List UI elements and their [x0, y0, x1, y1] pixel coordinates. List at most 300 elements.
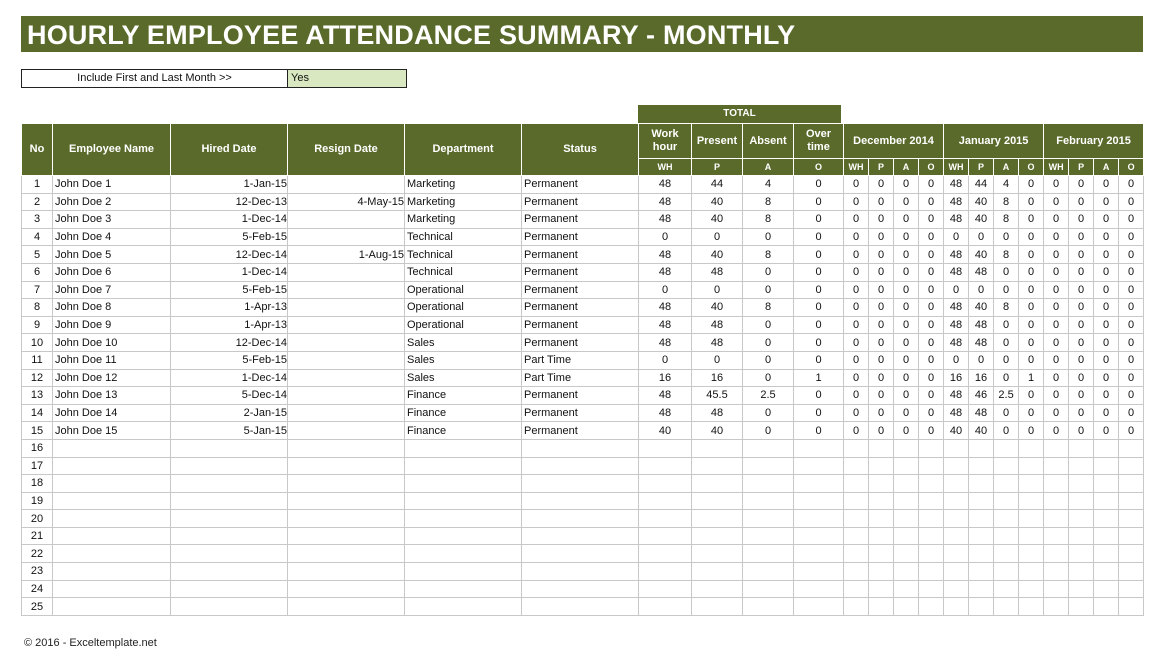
empty-cell[interactable] [894, 492, 919, 510]
empty-cell[interactable] [639, 475, 692, 493]
empty-cell[interactable] [288, 439, 405, 457]
empty-cell[interactable] [944, 598, 969, 616]
empty-cell[interactable] [844, 457, 869, 475]
empty-cell[interactable] [288, 527, 405, 545]
empty-cell[interactable] [894, 563, 919, 581]
empty-cell[interactable] [1119, 545, 1144, 563]
empty-cell[interactable] [288, 475, 405, 493]
month-header-january-2015: January 2015 [944, 124, 1044, 159]
hired-date-cell[interactable]: 5-Dec-14 [171, 387, 288, 405]
status-cell[interactable]: Part Time [522, 369, 639, 387]
empty-cell[interactable] [844, 563, 869, 581]
empty-cell[interactable] [405, 580, 522, 598]
resign-date-cell[interactable] [288, 404, 405, 422]
empty-cell[interactable] [522, 492, 639, 510]
empty-cell[interactable] [1119, 527, 1144, 545]
empty-cell[interactable] [944, 545, 969, 563]
empty-cell[interactable] [869, 580, 894, 598]
month-value-cell: 0 [1069, 263, 1094, 281]
empty-cell[interactable] [692, 457, 743, 475]
employee-name-cell[interactable]: John Doe 13 [53, 387, 171, 405]
resign-date-cell[interactable]: 1-Aug-15 [288, 246, 405, 264]
table-row [22, 193, 1144, 211]
empty-cell[interactable] [1019, 598, 1044, 616]
empty-cell[interactable] [639, 492, 692, 510]
resign-date-cell[interactable] [288, 422, 405, 440]
empty-cell[interactable] [743, 545, 794, 563]
empty-cell[interactable] [743, 475, 794, 493]
month-subheader: A [894, 159, 919, 176]
empty-cell[interactable] [869, 439, 894, 457]
empty-cell[interactable] [522, 545, 639, 563]
empty-cell[interactable] [944, 510, 969, 528]
empty-cell[interactable] [919, 492, 944, 510]
empty-cell[interactable] [919, 510, 944, 528]
empty-cell[interactable] [171, 492, 288, 510]
empty-cell[interactable] [692, 545, 743, 563]
empty-cell[interactable] [1119, 598, 1144, 616]
empty-cell[interactable] [1069, 439, 1094, 457]
employee-name-cell[interactable]: John Doe 3 [53, 211, 171, 229]
resign-date-cell[interactable] [288, 263, 405, 281]
empty-cell[interactable] [1069, 527, 1094, 545]
empty-cell[interactable] [405, 457, 522, 475]
month-value-cell: 0 [844, 228, 869, 246]
resign-date-cell[interactable] [288, 299, 405, 317]
empty-cell[interactable] [994, 545, 1019, 563]
empty-cell[interactable] [639, 439, 692, 457]
empty-cell[interactable] [1019, 527, 1044, 545]
empty-cell[interactable] [692, 492, 743, 510]
empty-cell[interactable] [844, 475, 869, 493]
empty-cell[interactable] [171, 598, 288, 616]
empty-cell[interactable] [171, 510, 288, 528]
department-cell[interactable]: Operational [405, 316, 522, 334]
empty-cell[interactable] [1119, 563, 1144, 581]
empty-cell[interactable] [844, 510, 869, 528]
employee-name-cell[interactable]: John Doe 8 [53, 299, 171, 317]
empty-cell[interactable] [994, 492, 1019, 510]
hired-date-cell[interactable]: 1-Dec-14 [171, 263, 288, 281]
empty-cell[interactable] [1019, 457, 1044, 475]
resign-date-cell[interactable] [288, 281, 405, 299]
empty-cell[interactable] [405, 475, 522, 493]
empty-cell[interactable] [692, 527, 743, 545]
empty-cell[interactable] [1044, 492, 1069, 510]
empty-cell[interactable] [522, 510, 639, 528]
empty-cell[interactable] [869, 598, 894, 616]
table-row [22, 263, 1144, 281]
empty-cell[interactable] [1094, 439, 1119, 457]
empty-cell[interactable] [1019, 580, 1044, 598]
hired-date-cell[interactable]: 5-Feb-15 [171, 351, 288, 369]
empty-cell[interactable] [405, 439, 522, 457]
empty-cell[interactable] [692, 475, 743, 493]
employee-name-cell[interactable]: John Doe 12 [53, 369, 171, 387]
empty-cell[interactable] [743, 563, 794, 581]
empty-cell[interactable] [288, 492, 405, 510]
empty-cell[interactable] [844, 598, 869, 616]
empty-cell[interactable] [894, 475, 919, 493]
department-cell[interactable]: Marketing [405, 211, 522, 229]
empty-cell[interactable] [969, 492, 994, 510]
empty-cell[interactable] [969, 563, 994, 581]
hired-date-cell[interactable]: 12-Dec-14 [171, 246, 288, 264]
empty-cell[interactable] [1019, 475, 1044, 493]
empty-cell[interactable] [969, 439, 994, 457]
empty-cell[interactable] [53, 580, 171, 598]
empty-cell[interactable] [994, 598, 1019, 616]
status-cell[interactable]: Permanent [522, 334, 639, 352]
empty-cell[interactable] [405, 527, 522, 545]
employee-name-cell[interactable]: John Doe 14 [53, 404, 171, 422]
empty-cell[interactable] [1069, 475, 1094, 493]
empty-cell[interactable] [894, 457, 919, 475]
empty-cell[interactable] [944, 492, 969, 510]
empty-cell[interactable] [692, 580, 743, 598]
status-cell[interactable]: Part Time [522, 351, 639, 369]
empty-cell[interactable] [288, 598, 405, 616]
empty-cell[interactable] [919, 545, 944, 563]
resign-date-cell[interactable] [288, 387, 405, 405]
status-cell[interactable]: Permanent [522, 228, 639, 246]
empty-cell[interactable] [53, 598, 171, 616]
empty-cell[interactable] [969, 510, 994, 528]
empty-cell[interactable] [639, 563, 692, 581]
empty-cell[interactable] [969, 598, 994, 616]
month-value-cell: 0 [869, 176, 894, 194]
empty-cell[interactable] [1094, 527, 1119, 545]
empty-cell[interactable] [1119, 475, 1144, 493]
status-cell[interactable]: Permanent [522, 246, 639, 264]
empty-cell[interactable] [1094, 598, 1119, 616]
empty-cell[interactable] [639, 598, 692, 616]
empty-cell[interactable] [944, 475, 969, 493]
empty-cell[interactable] [969, 545, 994, 563]
empty-cell[interactable] [171, 563, 288, 581]
hired-date-cell[interactable]: 12-Dec-14 [171, 334, 288, 352]
month-value-cell: 48 [944, 316, 969, 334]
empty-cell[interactable] [844, 545, 869, 563]
empty-cell[interactable] [743, 527, 794, 545]
empty-cell[interactable] [944, 563, 969, 581]
empty-cell[interactable] [171, 457, 288, 475]
empty-cell[interactable] [405, 492, 522, 510]
empty-cell[interactable] [639, 527, 692, 545]
empty-cell[interactable] [1044, 563, 1069, 581]
empty-cell[interactable] [1069, 545, 1094, 563]
empty-cell[interactable] [1044, 457, 1069, 475]
empty-cell[interactable] [522, 439, 639, 457]
empty-cell[interactable] [405, 545, 522, 563]
resign-date-cell[interactable] [288, 228, 405, 246]
empty-cell[interactable] [1044, 475, 1069, 493]
empty-cell[interactable] [1069, 580, 1094, 598]
empty-cell[interactable] [639, 510, 692, 528]
empty-cell[interactable] [869, 510, 894, 528]
empty-cell[interactable] [639, 457, 692, 475]
status-cell[interactable]: Permanent [522, 263, 639, 281]
empty-cell[interactable] [1044, 510, 1069, 528]
empty-cell[interactable] [944, 527, 969, 545]
empty-cell[interactable] [1094, 545, 1119, 563]
department-cell[interactable]: Technical [405, 246, 522, 264]
empty-cell[interactable] [1094, 510, 1119, 528]
status-cell[interactable]: Permanent [522, 387, 639, 405]
status-cell[interactable]: Permanent [522, 176, 639, 194]
empty-cell[interactable] [1069, 563, 1094, 581]
empty-cell[interactable] [1044, 527, 1069, 545]
empty-cell[interactable] [405, 510, 522, 528]
empty-cell[interactable] [1069, 510, 1094, 528]
department-cell[interactable]: Marketing [405, 176, 522, 194]
employee-name-cell[interactable]: John Doe 7 [53, 281, 171, 299]
status-cell[interactable]: Permanent [522, 404, 639, 422]
empty-cell[interactable] [969, 475, 994, 493]
empty-cell[interactable] [522, 563, 639, 581]
empty-cell[interactable] [288, 563, 405, 581]
empty-cell[interactable] [53, 545, 171, 563]
empty-cell[interactable] [794, 580, 844, 598]
empty-cell[interactable] [969, 457, 994, 475]
empty-cell[interactable] [1094, 563, 1119, 581]
hired-date-cell[interactable]: 1-Dec-14 [171, 211, 288, 229]
empty-cell[interactable] [894, 439, 919, 457]
department-cell[interactable]: Sales [405, 334, 522, 352]
empty-cell[interactable] [1069, 598, 1094, 616]
row-number-cell: 5 [22, 246, 53, 264]
empty-cell[interactable] [969, 527, 994, 545]
empty-cell[interactable] [1044, 439, 1069, 457]
empty-cell[interactable] [1119, 457, 1144, 475]
empty-cell[interactable] [692, 439, 743, 457]
employee-name-cell[interactable]: John Doe 10 [53, 334, 171, 352]
empty-cell[interactable] [639, 545, 692, 563]
empty-cell[interactable] [919, 598, 944, 616]
empty-cell[interactable] [919, 580, 944, 598]
empty-cell[interactable] [171, 439, 288, 457]
empty-cell[interactable] [1094, 475, 1119, 493]
empty-cell[interactable] [1119, 439, 1144, 457]
empty-cell[interactable] [639, 580, 692, 598]
empty-cell[interactable] [171, 545, 288, 563]
empty-cell[interactable] [794, 527, 844, 545]
empty-cell[interactable] [994, 510, 1019, 528]
empty-cell[interactable] [171, 527, 288, 545]
empty-cell[interactable] [522, 598, 639, 616]
empty-cell[interactable] [522, 527, 639, 545]
employee-name-cell[interactable]: John Doe 5 [53, 246, 171, 264]
department-cell[interactable]: Finance [405, 387, 522, 405]
month-value-cell: 0 [844, 263, 869, 281]
empty-cell[interactable] [869, 492, 894, 510]
hired-date-cell[interactable]: 5-Jan-15 [171, 422, 288, 440]
empty-cell[interactable] [994, 457, 1019, 475]
empty-cell[interactable] [844, 492, 869, 510]
empty-cell[interactable] [522, 475, 639, 493]
empty-cell[interactable] [944, 439, 969, 457]
empty-cell[interactable] [894, 527, 919, 545]
department-cell[interactable]: Operational [405, 299, 522, 317]
empty-cell[interactable] [794, 563, 844, 581]
empty-cell[interactable] [894, 545, 919, 563]
empty-cell[interactable] [522, 457, 639, 475]
department-cell[interactable]: Sales [405, 369, 522, 387]
empty-cell[interactable] [1044, 545, 1069, 563]
empty-cell[interactable] [743, 510, 794, 528]
empty-cell[interactable] [969, 580, 994, 598]
empty-cell[interactable] [53, 527, 171, 545]
employee-name-cell[interactable]: John Doe 15 [53, 422, 171, 440]
empty-cell[interactable] [869, 475, 894, 493]
empty-cell[interactable] [794, 545, 844, 563]
empty-cell[interactable] [994, 580, 1019, 598]
resign-date-cell[interactable] [288, 176, 405, 194]
empty-cell[interactable] [869, 527, 894, 545]
empty-cell[interactable] [1119, 580, 1144, 598]
empty-cell[interactable] [1019, 545, 1044, 563]
resign-date-cell[interactable] [288, 369, 405, 387]
empty-cell[interactable] [743, 439, 794, 457]
empty-cell[interactable] [692, 510, 743, 528]
empty-cell[interactable] [1119, 492, 1144, 510]
department-cell[interactable]: Finance [405, 422, 522, 440]
status-cell[interactable]: Permanent [522, 316, 639, 334]
empty-cell[interactable] [919, 475, 944, 493]
empty-cell[interactable] [53, 492, 171, 510]
employee-name-cell[interactable]: John Doe 2 [53, 193, 171, 211]
empty-cell[interactable] [743, 580, 794, 598]
empty-cell[interactable] [53, 510, 171, 528]
empty-cell[interactable] [944, 457, 969, 475]
empty-cell[interactable] [794, 475, 844, 493]
empty-cell[interactable] [288, 545, 405, 563]
empty-cell[interactable] [1019, 439, 1044, 457]
empty-cell[interactable] [171, 475, 288, 493]
employee-name-cell[interactable]: John Doe 9 [53, 316, 171, 334]
empty-cell[interactable] [53, 475, 171, 493]
empty-cell[interactable] [894, 580, 919, 598]
hired-date-cell[interactable]: 5-Feb-15 [171, 281, 288, 299]
department-cell[interactable]: Marketing [405, 193, 522, 211]
employee-name-cell[interactable]: John Doe 6 [53, 263, 171, 281]
month-value-cell: 44 [969, 176, 994, 194]
empty-cell[interactable] [844, 439, 869, 457]
hired-date-cell[interactable]: 1-Apr-13 [171, 299, 288, 317]
hired-date-cell[interactable]: 1-Apr-13 [171, 316, 288, 334]
empty-cell[interactable] [994, 439, 1019, 457]
empty-cell[interactable] [869, 563, 894, 581]
hired-date-cell[interactable]: 12-Dec-13 [171, 193, 288, 211]
empty-cell[interactable] [1069, 457, 1094, 475]
empty-cell[interactable] [171, 580, 288, 598]
empty-cell[interactable] [288, 457, 405, 475]
empty-cell[interactable] [1119, 510, 1144, 528]
empty-cell[interactable] [944, 580, 969, 598]
empty-cell[interactable] [1019, 492, 1044, 510]
empty-cell[interactable] [794, 598, 844, 616]
employee-name-cell[interactable]: John Doe 4 [53, 228, 171, 246]
empty-cell[interactable] [1019, 510, 1044, 528]
empty-cell[interactable] [522, 580, 639, 598]
empty-cell[interactable] [53, 457, 171, 475]
empty-cell[interactable] [1044, 598, 1069, 616]
department-cell[interactable]: Finance [405, 404, 522, 422]
empty-cell[interactable] [794, 439, 844, 457]
resign-date-cell[interactable]: 4-May-15 [288, 193, 405, 211]
option-value-cell[interactable]: Yes [287, 69, 407, 88]
employee-name-cell[interactable]: John Doe 1 [53, 176, 171, 194]
status-cell[interactable]: Permanent [522, 193, 639, 211]
empty-cell[interactable] [794, 510, 844, 528]
empty-cell[interactable] [919, 527, 944, 545]
empty-cell[interactable] [53, 563, 171, 581]
empty-cell[interactable] [1044, 580, 1069, 598]
empty-cell[interactable] [894, 598, 919, 616]
status-cell[interactable]: Permanent [522, 422, 639, 440]
resign-date-cell[interactable] [288, 334, 405, 352]
empty-cell[interactable] [1094, 492, 1119, 510]
empty-cell[interactable] [405, 598, 522, 616]
hired-date-cell[interactable]: 1-Dec-14 [171, 369, 288, 387]
empty-cell[interactable] [288, 510, 405, 528]
employee-name-cell[interactable]: John Doe 11 [53, 351, 171, 369]
empty-cell[interactable] [1019, 563, 1044, 581]
empty-cell[interactable] [844, 580, 869, 598]
resign-date-cell[interactable] [288, 351, 405, 369]
empty-cell[interactable] [405, 563, 522, 581]
month-value-cell: 40 [944, 422, 969, 440]
empty-cell[interactable] [1094, 580, 1119, 598]
status-cell[interactable]: Permanent [522, 281, 639, 299]
department-cell[interactable]: Technical [405, 228, 522, 246]
empty-cell[interactable] [869, 545, 894, 563]
empty-cell[interactable] [743, 598, 794, 616]
resign-date-cell[interactable] [288, 211, 405, 229]
empty-cell[interactable] [53, 439, 171, 457]
empty-cell[interactable] [692, 563, 743, 581]
empty-cell[interactable] [919, 439, 944, 457]
department-cell[interactable]: Technical [405, 263, 522, 281]
empty-cell[interactable] [919, 563, 944, 581]
empty-cell[interactable] [844, 527, 869, 545]
empty-cell[interactable] [869, 457, 894, 475]
empty-cell[interactable] [919, 457, 944, 475]
empty-cell[interactable] [894, 510, 919, 528]
hired-date-cell[interactable]: 2-Jan-15 [171, 404, 288, 422]
empty-cell[interactable] [692, 598, 743, 616]
department-cell[interactable]: Operational [405, 281, 522, 299]
empty-cell[interactable] [1069, 492, 1094, 510]
empty-cell[interactable] [288, 580, 405, 598]
status-cell[interactable]: Permanent [522, 299, 639, 317]
empty-cell[interactable] [994, 563, 1019, 581]
month-value-cell: 0 [894, 369, 919, 387]
empty-cell[interactable] [794, 492, 844, 510]
empty-cell[interactable] [1094, 457, 1119, 475]
empty-cell[interactable] [994, 475, 1019, 493]
department-cell[interactable]: Sales [405, 351, 522, 369]
empty-cell[interactable] [994, 527, 1019, 545]
resign-date-cell[interactable] [288, 316, 405, 334]
month-value-cell: 0 [919, 422, 944, 440]
empty-cell[interactable] [794, 457, 844, 475]
hired-date-cell[interactable]: 1-Jan-15 [171, 176, 288, 194]
status-cell[interactable]: Permanent [522, 211, 639, 229]
empty-cell[interactable] [743, 457, 794, 475]
empty-cell[interactable] [743, 492, 794, 510]
hired-date-cell[interactable]: 5-Feb-15 [171, 228, 288, 246]
